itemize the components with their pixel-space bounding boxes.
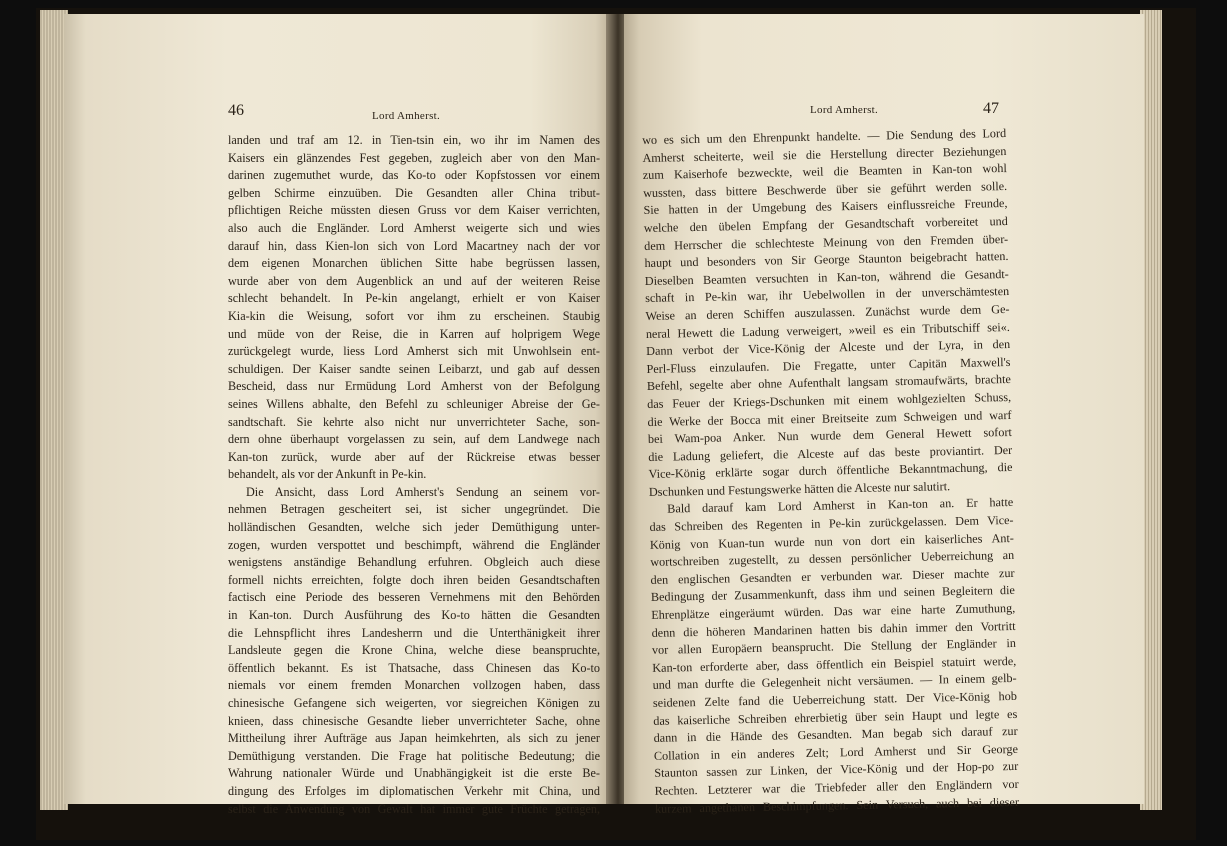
text-line: wortschreiben zugestellt, zu dessen persönlicher Ueberreichung an: [650, 548, 1015, 570]
text-line: Bescheid, dass nur Ermüdung Lord Amherst von der Befolgung: [228, 379, 600, 394]
text-line: Rechten. Letzterer war die Triebfeder aller den Engländern vor: [654, 776, 1019, 798]
text-line: schlecht behandelt. In Pe-kin angelangt, erhielt er von Kaiser: [228, 291, 600, 306]
text-line: Staunton sassen zur Linken, der Vice-König und der Hop-po zur: [654, 759, 1019, 781]
text-line: Mittheilung ihrer Aufträge aus Japan heimkehrten, als sich zu jener: [228, 731, 600, 746]
text-line: Bald darauf kam Lord Amherst in Kan-ton an. Er hatte: [667, 495, 1014, 517]
text-line: behandelt, als vor der Ankunft in Pe-kin.: [228, 467, 427, 482]
text-line: Wahrung nationaler Würde und Unabhängigkeit ist die erste Be-: [228, 766, 600, 781]
text-line: zogen, wurden verspottet und beschimpft, während die Engländer: [228, 537, 600, 552]
text-line: Weise an deren Schiffen auszulassen. Zunächst wurde dem Ge-: [645, 301, 1010, 323]
text-line: den englischen Gesandten er verbunden war. Dieser machte zur: [650, 565, 1015, 587]
text-line: Amherst scheiterte, weil sie die Herstellung directer Beziehungen: [642, 143, 1007, 165]
text-line: darauf hin, dass Kien-lon sich von Lord Macartney nach der vor: [228, 238, 600, 253]
text-line: Kan-ton erforderte aber, dass öffentlich ein Beispiel statuirt werde,: [652, 653, 1017, 675]
text-line: schuldigen. Der Kaiser sandte seinen Leibarzt, und gab auf dessen: [228, 361, 600, 376]
text-line: sandtschaft. Sie kehrte also nicht nur unverrichteter Sache, son-: [228, 414, 600, 429]
text-line: dem eigenen Monarchen üblichen Sitte habe begrüssen lassen,: [228, 256, 600, 271]
text-line: öffentlich bekannt. Es ist Thatsache, dass Chinesen das Ko-to: [228, 660, 600, 675]
page-number-left: 46: [228, 102, 244, 119]
text-line: wussten, dass bittere Beschwerde über sie geführt werden solle.: [643, 178, 1008, 200]
text-line: Die Ansicht, dass Lord Amherst's Sendung an seinem vor-: [246, 484, 600, 499]
text-line: also auch die Engländer. Lord Amherst weigerte sich und wies: [228, 220, 600, 235]
text-line: Landsleute gegen die Krone China, welche diese beanspruchte,: [228, 643, 600, 658]
text-line: landen und traf am 12. in Tien-tsin ein, wo ihr im Namen des: [228, 133, 600, 147]
text-line: die Lehnspflicht ihres Landesherrn und die Unterthänigkeit ihrer: [228, 625, 600, 640]
text-line: Vice-König erklärte sogar durch öffentliche Bekanntmachung, die: [648, 460, 1013, 482]
text-line: die Ladung geliefert, die Alceste auf das beste proviantirt. Der: [648, 442, 1013, 464]
text-line: vor allen Europäern beansprucht. Die Stellung der Engländer in: [651, 636, 1017, 658]
text-line: das kaiserliche Schreiben ehrerbietig über sein Haupt und legte es: [653, 706, 1018, 728]
text-line: nehmen Betragen gescheitert sei, ist sicher ungegründet. Die: [228, 502, 600, 517]
text-line: Sie hatten in der Umgebung des Kaisers einflussreiche Freunde,: [643, 196, 1008, 218]
text-line: Bedingung der Zusammenkunft, dass ihm und seinen Begleitern die: [650, 583, 1016, 605]
text-line: formell nichts erreichten, folgte doch ihren beiden Gesandtschaften: [228, 572, 600, 587]
text-line: haupt und besonders von Sir George Staunton beigebracht hatten.: [644, 249, 1009, 271]
left-body-text: [228, 132, 600, 818]
text-line: König von Kuan-tun wurde nun von dort ein kaiserliches Ant-: [649, 530, 1014, 552]
text-line: Perl-Fluss einzulaufen. Die Fregatte, unter Capitän Maxwell's: [646, 354, 1011, 376]
text-line: wurde aber von dem Augenblick an und auf der weiteren Reise: [228, 273, 600, 288]
text-line: Demüthigung verstanden. Die Frage hat politische Bedeutung; die: [228, 748, 600, 763]
text-line: Kia-kin die Weisung, sofort vor ihm zu erscheinen. Staubig: [228, 308, 600, 323]
text-line: bei Wam-poa Anker. Nun wurde dem General Hewett sofort: [647, 425, 1012, 447]
text-line: Kaisers ein glänzendes Fest gegeben, zugleich aber von den Man-: [228, 150, 600, 165]
text-line: Befehl, segelte aber ohne Aufenthalt langsam stromaufwärts, brachte: [646, 372, 1011, 394]
text-line: das Schreiben des Regenten in Pe-kin zurückgelassen. Dem Vice-: [649, 513, 1014, 534]
right-body-text: [642, 125, 1019, 818]
text-line: Dschunken und Festungswerke hätten die Alceste nur salutirt.: [648, 479, 951, 499]
text-line: dann in die Hände des Gesandten. Man begab sich darauf zur: [653, 724, 1018, 746]
page-number-right: 47: [983, 100, 999, 117]
text-line: pflichtigen Reiche müssten diesen Gruss vor dem Kaiser verrichten,: [228, 203, 600, 218]
text-line: dem Herrscher die schlechteste Meinung von den Fremden über-: [644, 231, 1009, 253]
text-line: denn die höheren Mandarinen hatten bis dahin immer den Vortritt: [651, 618, 1016, 640]
text-line: Collation in ein anderes Zelt; Lord Amherst und Sir George: [653, 741, 1019, 763]
text-line: selbst die Anwendung von Gewalt hat immer gute Früchte getragen,: [228, 801, 600, 816]
text-line: neral Hewett die Ladung verweigert, »weil es ein Tributschiff sei«.: [645, 319, 1010, 341]
text-line: wenigstens anständige Behandlung erfuhren. Obgleich auch diese: [228, 555, 600, 570]
text-line: dingung des Erfolges im diplomatischen Verkehr mit China, und: [228, 783, 600, 798]
text-line: wo es sich um den Ehrenpunkt handelte. — Die Sendung des Lord: [642, 126, 1007, 147]
text-line: die Werke der Bocca mit einer Breitseite zum Schweigen und warf: [647, 407, 1012, 429]
text-line: zum Kaiserhofe bezweckte, weil die Beamten in Kan-ton wohl: [642, 161, 1007, 183]
text-line: das Feuer der Kriegs-Dschunken mit einem wohlgezielten Schuss,: [647, 389, 1012, 411]
text-line: dern ohne überhaupt vorgelassen zu sein, auf dem Landwege nach: [228, 432, 600, 447]
text-line: Dieselben Beamten versuchten in Kan-ton, während die Gesandt-: [644, 266, 1009, 288]
text-line: zurückgelegt wurde, liess Lord Amherst sich mit Unwohlsein ent-: [228, 344, 600, 359]
text-line: welche den übelen Empfang der Gesandtschaft vorbereitet und: [643, 213, 1008, 235]
running-head-left: Lord Amherst.: [372, 110, 441, 122]
text-line: seines Willens abhalte, den Befehl zu schleuniger Abreise der Ge-: [228, 396, 600, 411]
text-line: Dann verbot der Vice-König der Alceste und der Lyra, in den: [646, 337, 1011, 359]
running-head-right: Lord Amherst.: [810, 104, 879, 116]
text-line: schaft in Pe-kin war, ihr Uebelwollen in der unverschämtesten: [645, 284, 1010, 306]
text-line: gelben Schirme einzuüben. Die Gesandten aller China tribut-: [228, 185, 600, 200]
text-line: in Kan-ton. Durch Ausführung des Ko-to hätten die Gesandten: [228, 608, 600, 623]
right-page: [624, 14, 1144, 816]
text-line: und man durfte die Gelegenheit nicht versäumen. — In einem gelb-: [652, 671, 1017, 693]
text-line: kurzem angethanen Beschimpfungen. Sein Versuch, auch bei dieser: [654, 794, 1020, 816]
text-line: darinen zugemuthet wurde, das Ko-to oder Kopfstossen vor einem: [228, 168, 600, 183]
text-line: holländischen Gesandten, welche sich jeder Demüthigung unter-: [228, 520, 600, 535]
text-line: knieen, dass chinesische Gesandte lieber unverrichteter Sache, ohne: [228, 713, 600, 728]
text-line: und müde von der Reise, die in Karren auf holprigem Wege: [228, 326, 600, 341]
text-line: Ehrenplätze eingeräumt würden. Das war eine harte Zumuthung,: [651, 600, 1016, 622]
text-line: seidenen Zelte fand die Ueberreichung statt. Der Vice-König hob: [652, 688, 1018, 710]
text-line: Kan-ton zurück, wurde aber auf der Rückreise etwas besser: [228, 449, 600, 464]
text-line: niemals vor einem fremden Monarchen vollzogen haben, dass: [228, 678, 600, 693]
left-page: [64, 14, 612, 816]
text-line: factisch eine Periode des besseren Vernehmens mit den Behörden: [228, 590, 600, 605]
text-line: chinesische Gefangene sich weigerten, vor siegreichen Königen zu: [228, 696, 600, 710]
